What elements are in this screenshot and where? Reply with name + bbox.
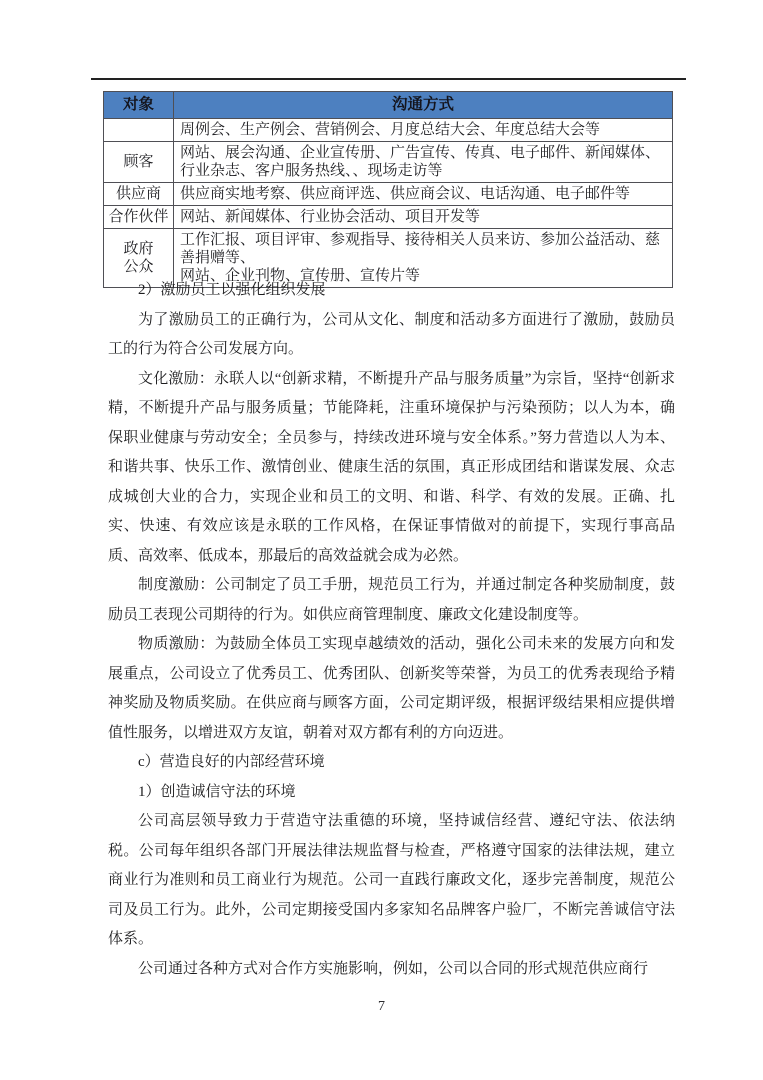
table-row-employee-cont — [104, 119, 673, 142]
document-body — [108, 276, 675, 984]
row-content: 网站、新闻媒体、行业协会活动、项目开发等 — [174, 206, 673, 229]
row-label: 顾客 — [104, 142, 174, 183]
paragraph-integrity: 公司高层领导致力于营造守法重德的环境，坚持诚信经营、遵纪守法、依法纳税。公司每年组织各部门开展法律法规监督与检查，严格遵守国家的法律法规，建立商业行为准则和员工商业行为规范。公司一直践行廉政文化，逐步完善制度，规范公司及员工行为。此外，公司定期接受国内多家知名品牌客户验厂，不断完善诚信守法体系。 — [108, 813, 675, 947]
paragraph-material-incentive: 物质激励：为鼓励全体员工实现卓越绩效的活动，强化公司未来的发展方向和发展重点，公司设立了优秀员工、优秀团队、创新奖等荣誉，为员工的优秀表现给予精神奖励及物质奖励。在供应商与顾客方面，公司定期评级，根据评级结果相应提供增值性服务，以增进双方友谊，朝着对双方都有利的方向迈进。 — [108, 636, 675, 741]
row-label: 合作伙伴 — [104, 206, 174, 229]
paragraph-culture-incentive: 文化激励：永联人以“创新求精，不断提升产品与服务质量”为宗旨，坚持“创新求精，不断提升产品与服务质量；节能降耗，注重环境保护与污染预防；以人为本，确保职业健康与劳动安全；全员参与，持续改进环境与安全体系。”努力营造以人为本、和谐共事、快乐工作、激情创业、健康生活的氛围，真正形成团结和谐谋发展、众志成城创大业的合力，实现企业和员工的文明、和谐、科学、有效的发展。正确、扎实、快速、有效应该是永联的工作风格，在保证事情做对的前提下，实现行事高品质、高效率、低成本，那最后的高效益就会成为必然。 — [108, 370, 675, 564]
row-content-line: 工作汇报、项目评审、参观指导、接待相关人员来访、参加公益活动、慈善捐赠等、 — [180, 232, 661, 266]
row-label: 供应商 — [104, 183, 174, 206]
table-header-row — [104, 92, 673, 119]
row-label-line: 公众 — [123, 259, 154, 275]
row-content: 网站、展会沟通、企业宣传册、广告宣传、传真、电子邮件、新闻媒体、行业杂志、客户服务热线、、现场走访等 — [174, 142, 673, 183]
row-label — [104, 119, 174, 142]
paragraph-partners: 公司通过各种方式对合作方实施影响，例如，公司以合同的形式规范供应商行 — [138, 960, 649, 977]
table-row-partner — [104, 206, 673, 229]
paragraph-system-incentive: 制度激励：公司制定了员工手册，规范员工行为，并通过制定各种奖励制度，鼓励员工表现公司期待的行为。如供应商管理制度、廉政文化建设制度等。 — [108, 577, 675, 623]
paragraph-motivate-intro: 为了激励员工的正确行为，公司从文化、制度和活动多方面进行了激励，鼓励员工的行为符合公司发展方向。 — [108, 311, 675, 357]
section-heading-integrity: 1）创造诚信守法的环境 — [138, 783, 296, 800]
communication-table — [103, 91, 673, 288]
page-number: 7 — [378, 999, 385, 1014]
row-content: 周例会、生产例会、营销例会、月度总结大会、年度总结大会等 — [174, 119, 673, 142]
section-heading-motivate: 2）激励员工以强化组织发展 — [138, 282, 326, 298]
table-header-method: 沟通方式 — [174, 92, 673, 119]
table-header-object: 对象 — [104, 92, 174, 119]
row-label-line: 政府 — [123, 241, 154, 257]
row-content-line: 网站、企业刊物、宣传册、宣传片等 — [180, 268, 421, 284]
row-content: 供应商实地考察、供应商评选、供应商会议、电话沟通、电子邮件等 — [174, 183, 673, 206]
table-row-supplier — [104, 183, 673, 206]
section-heading-environment: c）营造良好的内部经营环境 — [138, 754, 325, 770]
table-row-customer — [104, 142, 673, 183]
top-rule-divider — [91, 78, 686, 80]
